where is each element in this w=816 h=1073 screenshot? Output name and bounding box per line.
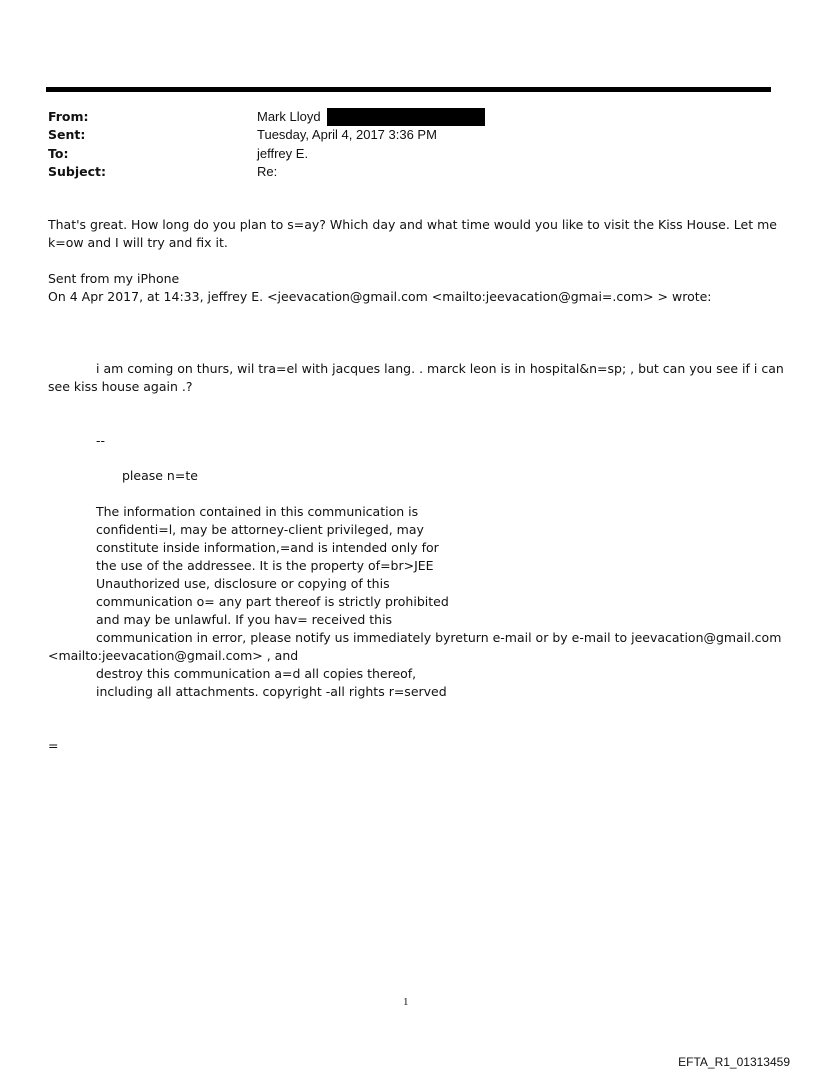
redaction-bar <box>327 108 485 126</box>
quote-header: On 4 Apr 2017, at 14:33, jeffrey E. <jeevacation@gmail.com <mailto:jeevacation@gmai=.com> > wrote: <box>48 289 712 304</box>
from-value <box>257 108 485 126</box>
header-rule <box>46 87 771 92</box>
disclaimer-line: confidenti=l, may be attorney-client privileged, may <box>96 522 424 537</box>
sent-from-signature: Sent from my iPhone <box>48 271 180 286</box>
disclaimer-line: constitute inside information,=and is intended only for <box>96 540 439 555</box>
sent-label: Sent: <box>48 127 86 142</box>
disclaimer-line: communication in error, please notify us immediately byreturn e-mail or by e-mail to jeevacation@gmail.com <box>96 630 782 645</box>
disclaimer-line: The information contained in this communication is <box>96 504 419 519</box>
to-value: jeffrey E. <box>257 146 309 161</box>
disclaimer-line: the use of the addressee. It is the property of=br>JEE <box>96 558 434 573</box>
disclaimer-line: communication o= any part thereof is strictly prohibited <box>96 594 449 609</box>
sender-name: Mark Lloyd <box>257 109 321 124</box>
page-number: 1 <box>403 996 409 1008</box>
quoted-line-2: see kiss house again .? <box>48 379 193 394</box>
to-label: To: <box>48 146 69 161</box>
disclaimer-line: destroy this communication a=d all copies thereof, <box>96 666 417 681</box>
from-label: From: <box>48 109 89 124</box>
document-id: EFTA_R1_01313459 <box>678 1055 790 1069</box>
subject-label: Subject: <box>48 164 106 179</box>
quoted-line-1: i am coming on thurs, wil tra=el with jacques lang. . marck leon is in hospital&n=sp; , but can you see if i can <box>96 361 784 376</box>
disclaimer-line: Unauthorized use, disclosure or copying of this <box>96 576 390 591</box>
signature-separator: -- <box>96 433 106 448</box>
disclaimer-line: <mailto:jeevacation@gmail.com> , and <box>48 648 299 663</box>
reply-line-1: That's great. How long do you plan to s=ay? Which day and what time would you like to visit the Kiss House. Let me <box>48 217 777 232</box>
disclaimer-line: including all attachments. copyright -all rights r=served <box>96 684 447 699</box>
subject-value: Re: <box>257 164 278 179</box>
sent-value: Tuesday, April 4, 2017 3:36 PM <box>257 127 437 142</box>
please-note: please n=te <box>122 468 198 483</box>
trailing-equals: = <box>48 738 59 753</box>
disclaimer-line: and may be unlawful. If you hav= received this <box>96 612 393 627</box>
reply-line-2: k=ow and I will try and fix it. <box>48 235 228 250</box>
